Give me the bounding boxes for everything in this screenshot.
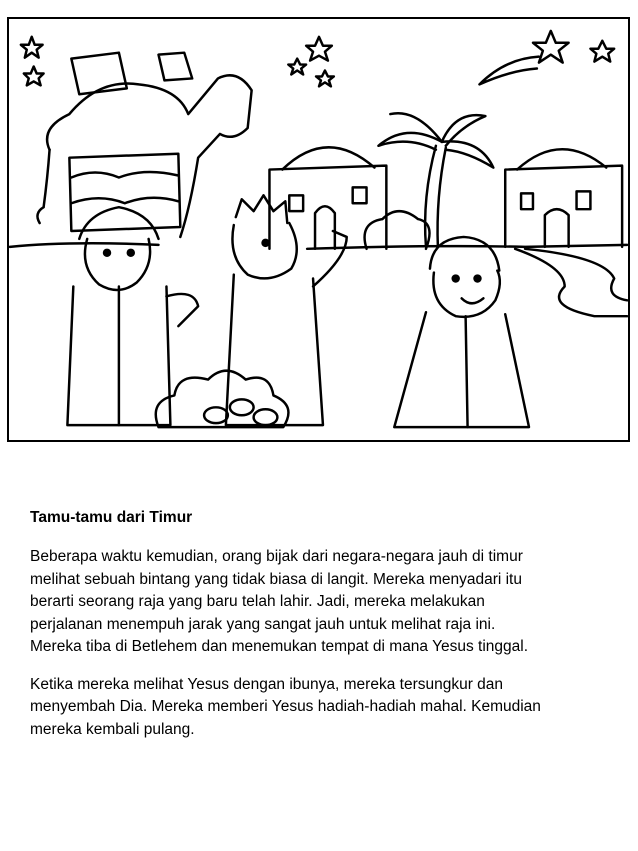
story-title: Tamu-tamu dari Timur [30,509,193,526]
story-line: berarti seorang raja yang baru telah lahir. Jadi, mereka melakukan [30,593,485,610]
wise-man-crown-icon [226,195,347,425]
story-line: Beberapa waktu kemudian, orang bijak dari negara-negara jauh di timur [30,548,523,565]
shooting-star-icon [479,31,568,84]
story-line: Ketika mereka melihat Yesus dengan ibunya, mereka tersungkur dan [30,675,504,693]
star-icon [21,37,43,58]
house-icon [269,147,386,249]
star-icon [24,67,44,86]
wise-man-left-icon [67,207,198,425]
story-section [30,507,610,756]
star-icon [316,71,334,87]
camel-icon [37,53,251,237]
story-line: melihat sebuah bintang yang tidak biasa di langit. Mereka menyadari itu [30,570,522,588]
wise-man-right-icon [394,237,529,427]
star-icon [590,41,614,62]
story-line: Mereka tiba di Betlehem dan menemukan tempat di mana Yesus tinggal. [30,638,529,655]
gift-icon [204,399,277,425]
palm-tree-icon [378,113,493,247]
story-line: menyembah Dia. Mereka memberi Yesus hadiah-hadiah mahal. Kemudian [30,698,541,715]
story-line: perjalanan menempuh jarak yang sangat jauh untuk melihat raja ini. [30,615,496,633]
house-icon [505,149,622,247]
star-icon [288,59,306,75]
coloring-illustration [7,17,630,442]
bush-icon [156,371,289,427]
story-paragraph-2 [30,674,610,742]
story-line: mereka kembali pulang. [30,720,195,738]
bush-icon [365,211,430,249]
story-paragraph-1 [30,546,610,659]
star-icon [306,37,332,61]
